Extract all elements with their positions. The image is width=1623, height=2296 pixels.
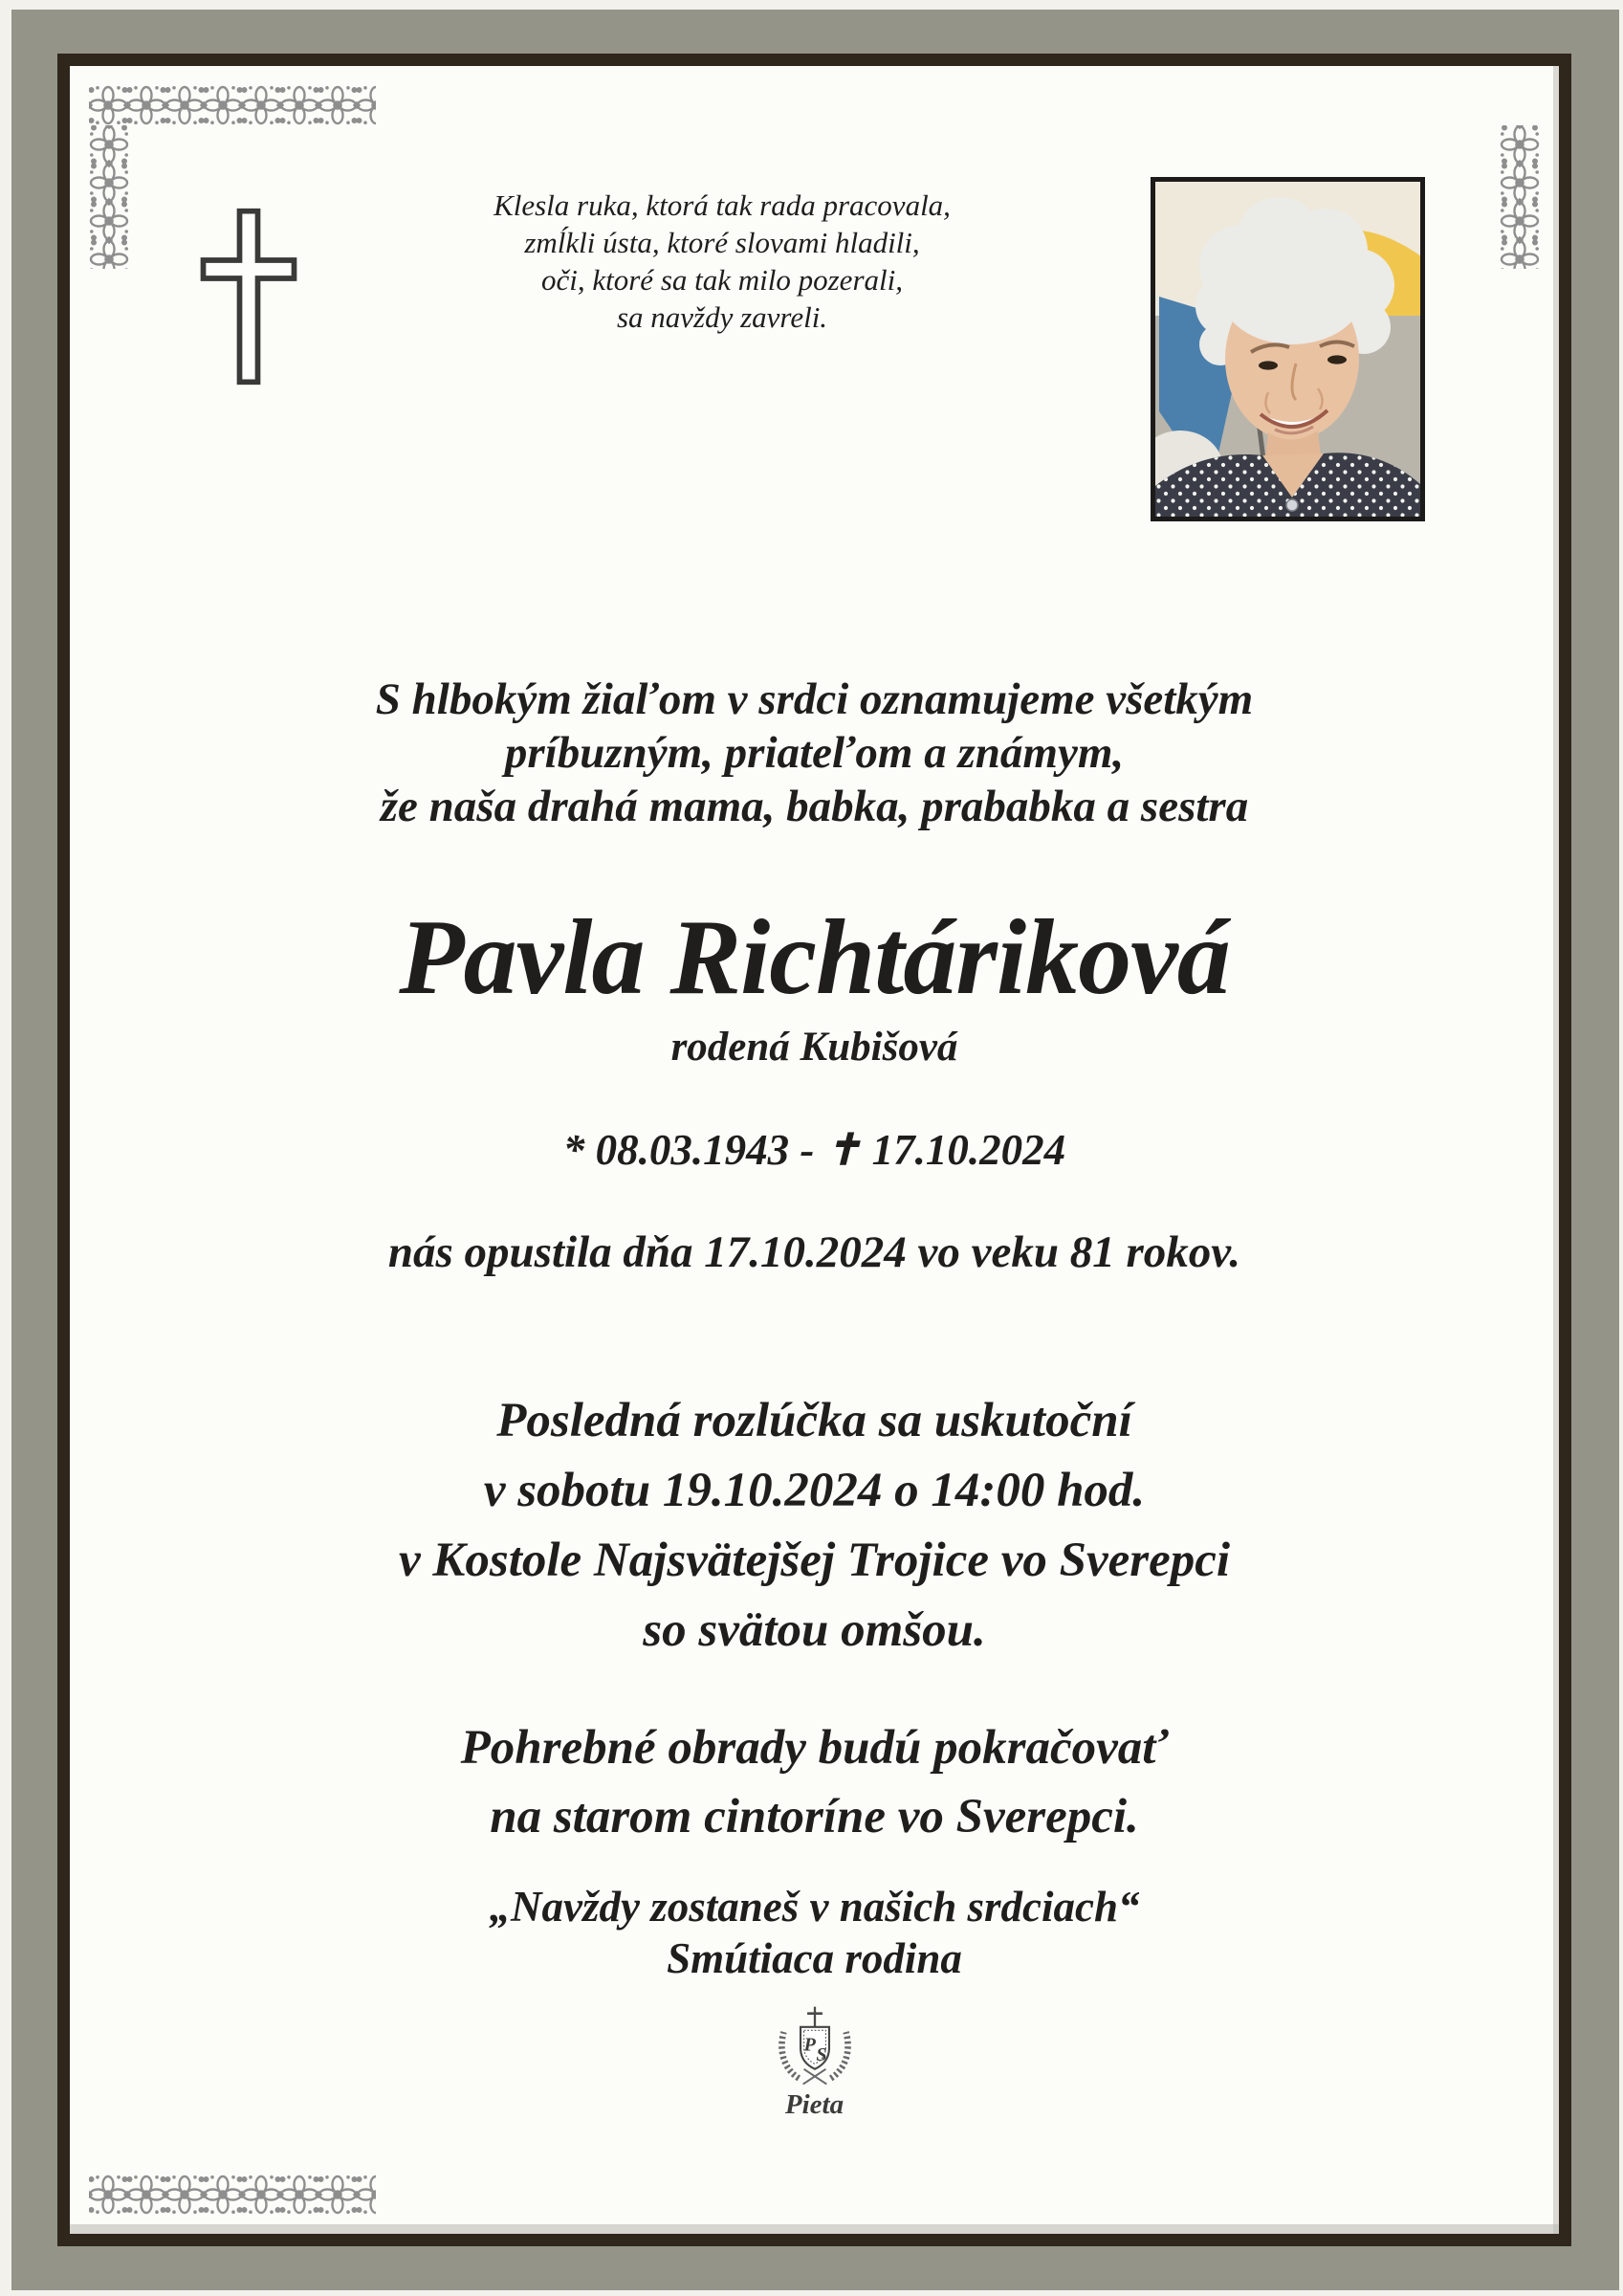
pieta-crest-icon xyxy=(773,2000,857,2092)
pieta-logo xyxy=(70,2000,1559,2121)
passing-note: nás opustila dňa 17.10.2024 vo veku 81 rokov. xyxy=(387,1227,1241,1277)
announcement-text xyxy=(70,673,1559,833)
burial-line: Pohrebné obrady budú pokračovať xyxy=(460,1721,1169,1775)
poem-line: Klesla ruka, ktorá tak rada pracovala, xyxy=(493,188,951,222)
poem-line: oči, ktoré sa tak milo pozerali, xyxy=(541,263,903,297)
poem-line: zmĺkli ústa, ktoré slovami hladili, xyxy=(524,226,920,259)
announcement-line: že naša drahá mama, babka, prababka a sestra xyxy=(380,782,1249,831)
crest-letter-p: P xyxy=(803,2034,816,2056)
funeral-details xyxy=(70,1386,1559,1666)
burial-line: na starom cintoríne vo Sverepci. xyxy=(490,1790,1139,1843)
family-signature: Smútiaca rodina xyxy=(667,1934,962,1982)
crest-letter-s: S xyxy=(815,2043,827,2065)
poem-line: sa navždy zavreli. xyxy=(616,300,828,334)
announcement-line: príbuzným, priateľom a známym, xyxy=(504,728,1125,778)
announcement-line: S hlbokým žiaľom v srdci oznamujeme všetkým xyxy=(375,674,1254,724)
card-content xyxy=(70,66,1559,2234)
funeral-line: v sobotu 19.10.2024 o 14:00 hod. xyxy=(483,1464,1146,1517)
card-paper xyxy=(70,66,1559,2234)
birth-death-dates: * 08.03.1943 - ✝ 17.10.2024 xyxy=(562,1126,1066,1174)
blouse-button xyxy=(1286,499,1298,511)
burial-details xyxy=(70,1713,1559,1851)
farewell-quote: „Navždy zostaneš v našich srdciach“ xyxy=(489,1883,1140,1931)
portrait-photo xyxy=(1151,177,1425,521)
deceased-name: Pavla Richtáriková xyxy=(399,898,1230,1017)
funeral-line: v Kostole Najsvätejšej Trojice vo Sverepci xyxy=(398,1534,1231,1587)
funeral-line: so svätou omšou. xyxy=(643,1603,986,1657)
logo-caption: Pieta xyxy=(784,2089,844,2120)
maiden-name: rodená Kubišová xyxy=(670,1025,958,1070)
funeral-line: Posledná rozlúčka sa uskutoční xyxy=(496,1394,1132,1447)
opening-poem xyxy=(292,187,1152,336)
